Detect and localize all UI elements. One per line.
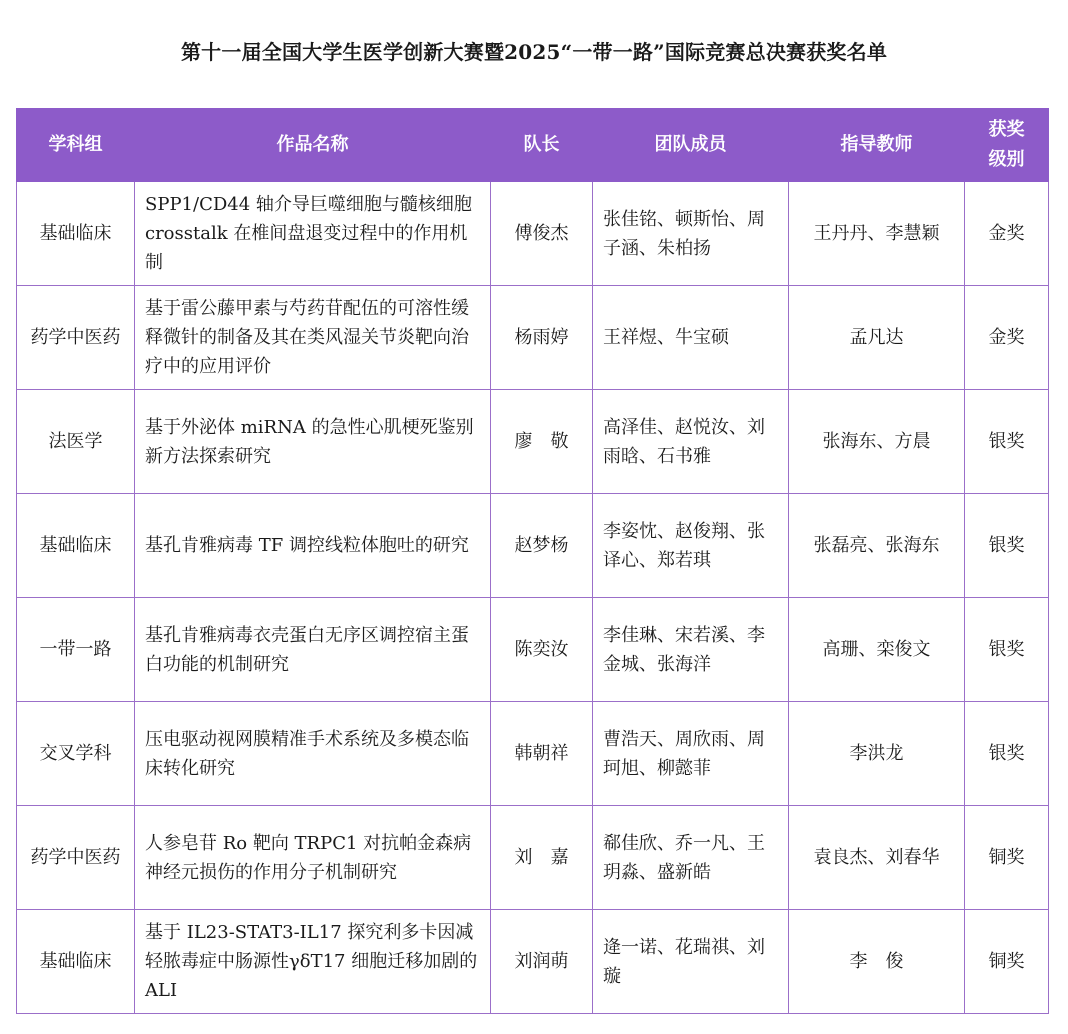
header-project: 作品名称 bbox=[135, 109, 491, 182]
row-leader: 傅俊杰 bbox=[491, 182, 593, 286]
row-award: 铜奖 bbox=[965, 806, 1049, 910]
row-advisors: 张海东、方晨 bbox=[789, 390, 965, 494]
row-category: 药学中医药 bbox=[17, 286, 135, 390]
row-award: 铜奖 bbox=[965, 910, 1049, 1014]
table-row bbox=[17, 286, 1049, 390]
row-members: 郗佳欣、乔一凡、王玥淼、盛新皓 bbox=[593, 806, 789, 910]
row-category: 基础临床 bbox=[17, 910, 135, 1014]
row-leader: 刘润萌 bbox=[491, 910, 593, 1014]
row-award: 银奖 bbox=[965, 702, 1049, 806]
row-award: 银奖 bbox=[965, 598, 1049, 702]
header-advisors: 指导教师 bbox=[789, 109, 965, 182]
row-category: 一带一路 bbox=[17, 598, 135, 702]
row-leader: 赵梦杨 bbox=[491, 494, 593, 598]
row-advisors: 王丹丹、李慧颖 bbox=[789, 182, 965, 286]
table-row bbox=[17, 806, 1049, 910]
row-advisors: 张磊亮、张海东 bbox=[789, 494, 965, 598]
row-category: 基础临床 bbox=[17, 494, 135, 598]
table-row bbox=[17, 390, 1049, 494]
header-category: 学科组 bbox=[17, 109, 135, 182]
table-row bbox=[17, 702, 1049, 806]
row-award: 金奖 bbox=[965, 286, 1049, 390]
header-award-line2: 级别 bbox=[988, 149, 1025, 170]
row-project: 基孔肯雅病毒衣壳蛋白无序区调控宿主蛋白功能的机制研究 bbox=[135, 598, 491, 702]
row-category: 基础临床 bbox=[17, 182, 135, 286]
row-leader: 杨雨婷 bbox=[491, 286, 593, 390]
row-members: 曹浩天、周欣雨、周珂旭、柳懿菲 bbox=[593, 702, 789, 806]
table-row bbox=[17, 182, 1049, 286]
row-members: 张佳铭、顿斯怡、周子涵、朱柏扬 bbox=[593, 182, 789, 286]
row-category: 交叉学科 bbox=[17, 702, 135, 806]
table-row bbox=[17, 494, 1049, 598]
row-category: 法医学 bbox=[17, 390, 135, 494]
table-row bbox=[17, 910, 1049, 1014]
row-leader: 刘 嘉 bbox=[491, 806, 593, 910]
row-award: 银奖 bbox=[965, 390, 1049, 494]
row-project: 人参皂苷 Ro 靶向 TRPC1 对抗帕金森病神经元损伤的作用分子机制研究 bbox=[135, 806, 491, 910]
row-members: 李佳琳、宋若溪、李金城、张海洋 bbox=[593, 598, 789, 702]
row-project: 基于外泌体 miRNA 的急性心肌梗死鉴别新方法探索研究 bbox=[135, 390, 491, 494]
row-advisors: 李 俊 bbox=[789, 910, 965, 1014]
row-project: 基于雷公藤甲素与芍药苷配伍的可溶性缓释微针的制备及其在类风湿关节炎靶向治疗中的应用评价 bbox=[135, 286, 491, 390]
document-title: 第十一届全国大学生医学创新大赛暨2025“一带一路”国际竞赛总决赛获奖名单 bbox=[180, 40, 888, 64]
row-advisors: 袁良杰、刘春华 bbox=[789, 806, 965, 910]
row-project: SPP1/CD44 轴介导巨噬细胞与髓核细胞 crosstalk 在椎间盘退变过程中的作用机制 bbox=[135, 182, 491, 286]
header-award bbox=[965, 109, 1049, 182]
row-award: 银奖 bbox=[965, 494, 1049, 598]
row-leader: 廖 敬 bbox=[491, 390, 593, 494]
row-members: 高泽佳、赵悦汝、刘雨晗、石书雅 bbox=[593, 390, 789, 494]
row-advisors: 孟凡达 bbox=[789, 286, 965, 390]
row-leader: 韩朝祥 bbox=[491, 702, 593, 806]
header-members: 团队成员 bbox=[593, 109, 789, 182]
table-header-row bbox=[17, 109, 1049, 182]
row-members: 王祥煜、牛宝硕 bbox=[593, 286, 789, 390]
table-row bbox=[17, 598, 1049, 702]
row-advisors: 李洪龙 bbox=[789, 702, 965, 806]
row-leader: 陈奕汝 bbox=[491, 598, 593, 702]
row-project: 基孔肯雅病毒 TF 调控线粒体胞吐的研究 bbox=[135, 494, 491, 598]
row-project: 基于 IL23-STAT3-IL17 探究利多卡因减轻脓毒症中肠源性γδT17 细胞迁移加剧的 ALI bbox=[135, 910, 491, 1014]
awards-table bbox=[16, 108, 1049, 1014]
row-award: 金奖 bbox=[965, 182, 1049, 286]
row-category: 药学中医药 bbox=[17, 806, 135, 910]
header-award-line1: 获奖 bbox=[988, 119, 1025, 140]
row-members: 逄一诺、花瑞祺、刘 璇 bbox=[593, 910, 789, 1014]
row-project: 压电驱动视网膜精准手术系统及多模态临床转化研究 bbox=[135, 702, 491, 806]
header-leader: 队长 bbox=[491, 109, 593, 182]
row-members: 李姿忱、赵俊翔、张译心、郑若琪 bbox=[593, 494, 789, 598]
row-advisors: 高珊、栾俊文 bbox=[789, 598, 965, 702]
